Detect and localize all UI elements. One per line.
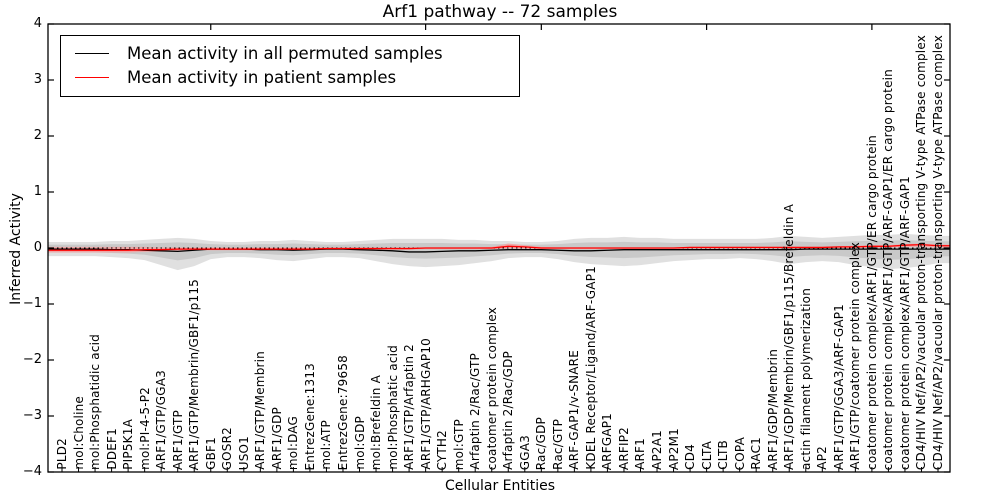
x-tick-label: ARFGAP1 xyxy=(600,412,615,470)
patient-line-swatch xyxy=(75,77,109,78)
y-tick-label: 3 xyxy=(33,72,42,87)
x-tick-label: ARF1/GTP/Membrin/GBF1/p115 xyxy=(187,278,202,470)
x-tick-label: CD4 xyxy=(683,444,698,470)
x-tick-label: EntrezGene:1313 xyxy=(302,362,317,470)
x-tick-label: coatomer protein complex/ARF1/GTP/ER cargo protein xyxy=(864,135,879,470)
y-tick-label: −4 xyxy=(22,464,42,479)
x-tick-label: CD4/HIV Nef/AP2/vacuolar proton-transporting V-type ATPase complex xyxy=(914,34,929,470)
x-tick-label: ARFIP2 xyxy=(616,426,631,470)
x-tick-label: ARF-GAP1/v-SNARE xyxy=(567,350,582,470)
x-tick-label: mol:Phosphatic acid xyxy=(385,345,400,470)
x-tick-label: ARF1/GTP/Membrin xyxy=(253,351,268,470)
x-axis-label: Cellular Entities xyxy=(444,478,556,494)
x-tick-label: ARF1/GTP/Arfaptin 2 xyxy=(402,344,417,470)
x-tick-label: GGA3 xyxy=(517,434,532,470)
x-tick-label: mol:GDP xyxy=(352,416,367,470)
legend-box xyxy=(60,35,520,97)
x-tick-label: ARF1/GTP/ARHGAP10 xyxy=(418,338,433,470)
x-tick-label: actin filament polymerization xyxy=(798,287,813,470)
y-tick-label: −3 xyxy=(22,408,42,423)
y-tick-label: 0 xyxy=(33,240,42,255)
x-tick-label: Arfaptin 2/Rac/GDP xyxy=(501,351,516,470)
y-axis-label: Inferred Activity xyxy=(8,193,24,305)
legend-label-permuted: Mean activity in all permuted samples xyxy=(127,44,443,63)
x-tick-label: ARF1/GDP/Membrin/GBF1/p115/Brefeldin A xyxy=(782,204,797,470)
x-tick-label: mol:PI-4-5-P2 xyxy=(137,387,152,470)
x-tick-label: PIP5K1A xyxy=(121,419,136,470)
x-tick-label: CYTH2 xyxy=(435,429,450,470)
x-tick-label: RAC1 xyxy=(749,437,764,470)
x-tick-label: GOSR2 xyxy=(220,426,235,470)
x-tick-label: AP2M1 xyxy=(666,427,681,470)
x-tick-label: Rac/GTP xyxy=(550,419,565,470)
x-tick-label: AP2A1 xyxy=(650,430,665,470)
x-tick-label: coatomer protein complex/ARF1/GTP/ARF-GAP1/ER cargo protein xyxy=(881,68,896,470)
x-tick-label: DDEF1 xyxy=(104,428,119,470)
x-tick-label: USO1 xyxy=(236,435,251,470)
x-tick-label: ARF1/GTP xyxy=(170,409,185,470)
y-tick-label: −2 xyxy=(22,352,42,367)
x-tick-label: AP2 xyxy=(815,446,830,470)
x-tick-label: Rac/GDP xyxy=(534,416,549,470)
x-tick-label: CLTA xyxy=(699,441,714,470)
x-tick-label: ARF1/GDP xyxy=(269,407,284,470)
x-tick-label: ARF1 xyxy=(633,438,648,470)
y-tick-label: 4 xyxy=(33,16,42,31)
x-tick-label: ARF1/GTP/GGA3/ARF-GAP1 xyxy=(831,303,846,470)
x-tick-label: mol:Brefeldin A xyxy=(369,374,384,470)
x-tick-label: mol:GTP xyxy=(451,418,466,470)
y-tick-label: 2 xyxy=(33,128,42,143)
y-tick-label: −1 xyxy=(22,296,42,311)
x-tick-label: CLTB xyxy=(716,440,731,470)
x-tick-label: GBF1 xyxy=(203,437,218,470)
x-tick-label: mol:Choline xyxy=(71,396,86,470)
legend-item-patient xyxy=(61,66,519,90)
x-tick-label: coatomer protein complex/ARF1/GTP/ARF-GAP1 xyxy=(897,175,912,470)
x-tick-label: Arfaptin 2/Rac/GTP xyxy=(468,353,483,470)
x-tick-label: coatomer protein complex xyxy=(484,306,499,470)
x-tick-label: mol:DAG xyxy=(286,415,301,470)
x-tick-label: ARF1/GTP/coatomer protein complex xyxy=(848,242,863,470)
x-tick-label: ARF1/GDP/Membrin xyxy=(765,348,780,470)
permuted-line-swatch xyxy=(75,53,109,54)
y-tick-label: 1 xyxy=(33,184,42,199)
legend-item-permuted xyxy=(61,42,519,66)
x-tick-label: KDEL Receptor/Ligand/ARF-GAP1 xyxy=(583,266,598,470)
x-tick-label: ARF1/GTP/GGA3 xyxy=(154,370,169,470)
x-tick-label: mol:ATP xyxy=(319,420,334,470)
x-tick-label: EntrezGene:79658 xyxy=(335,354,350,470)
chart-title: Arf1 pathway -- 72 samples xyxy=(382,2,618,22)
x-tick-label: PLD2 xyxy=(55,438,69,470)
x-tick-label: COPA xyxy=(732,436,747,470)
x-tick-label: mol:Phosphatidic acid xyxy=(88,334,103,470)
legend-label-patient: Mean activity in patient samples xyxy=(127,68,397,87)
x-tick-label: CD4/HIV Nef/AP2/vacuolar proton-transporting V-type ATPase complex xyxy=(931,34,945,470)
